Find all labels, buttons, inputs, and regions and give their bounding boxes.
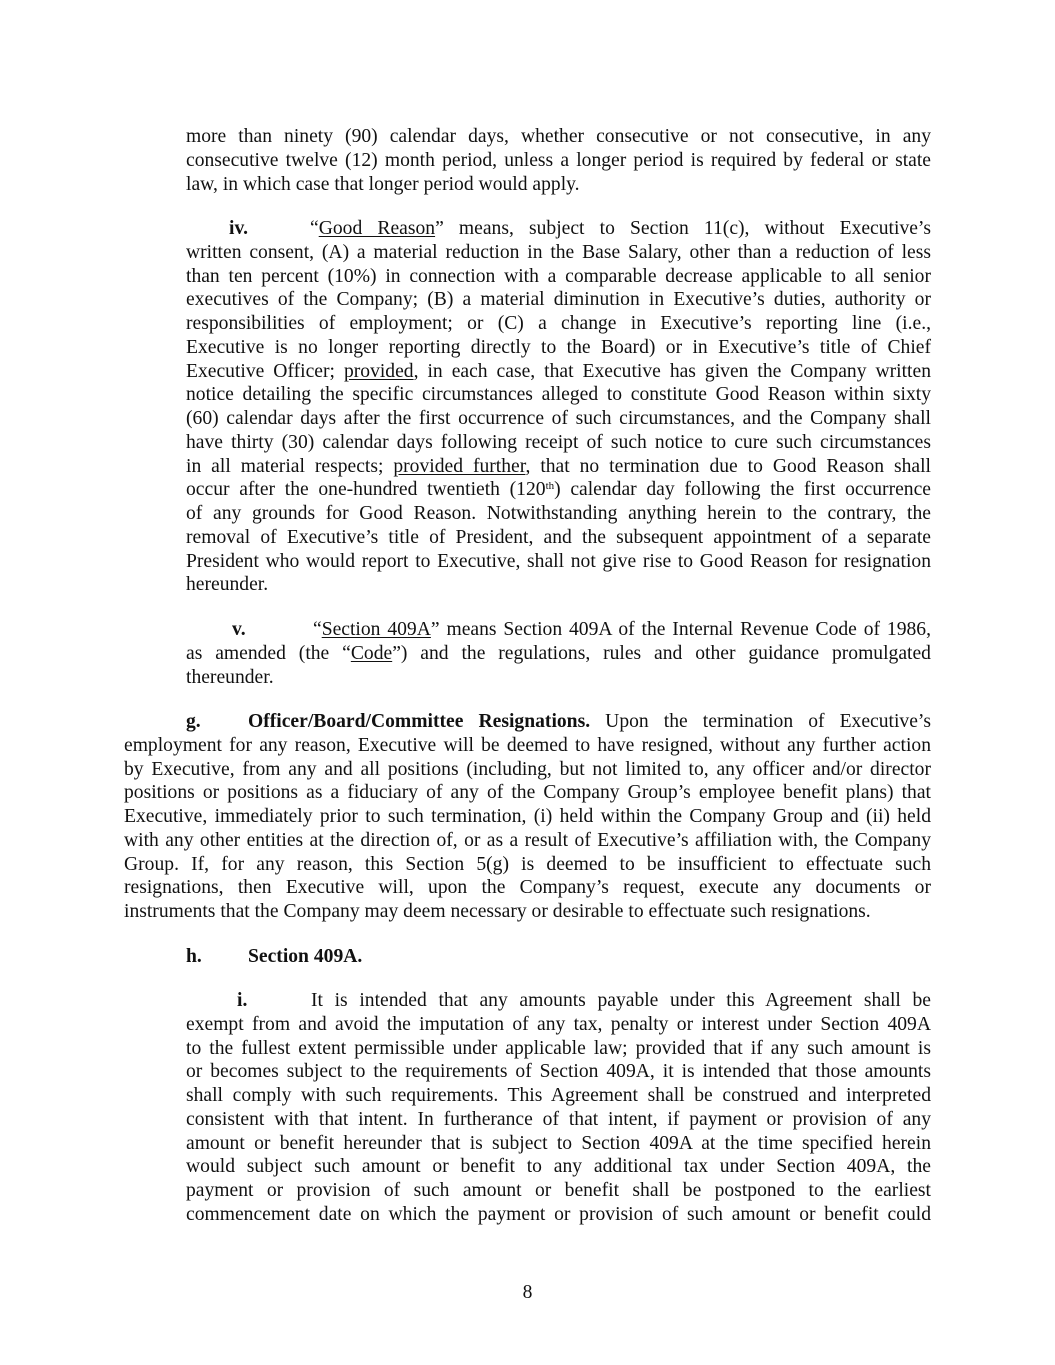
text-run: Executive is no longer reporting directly to the Board) or in Executive’s title of Chief bbox=[186, 336, 931, 358]
line-text bbox=[186, 1179, 931, 1203]
heading-section-409a bbox=[124, 945, 931, 969]
line-text bbox=[124, 781, 931, 805]
text-run: have thirty (30) calendar days following receipt of such notice to cure such circumstances bbox=[186, 431, 931, 453]
paragraph-label: v. bbox=[232, 619, 246, 640]
line-text bbox=[186, 502, 931, 526]
text-line bbox=[186, 241, 931, 265]
defined-term: Code bbox=[350, 642, 393, 664]
text-line bbox=[186, 265, 931, 289]
line-text bbox=[248, 710, 931, 734]
text-line bbox=[186, 455, 931, 479]
text-line bbox=[186, 360, 931, 384]
text-run: or becomes subject to the requirements of Section 409A, it is intended that those amounts bbox=[186, 1061, 931, 1083]
text-line bbox=[186, 550, 931, 574]
section-heading: Officer/Board/Committee Resignations. bbox=[248, 711, 591, 732]
text-run: Group. If, for any reason, this Section 5(g) is deemed to be insufficient to effectuate such bbox=[124, 853, 931, 875]
line-text bbox=[186, 383, 931, 407]
text-line bbox=[186, 1060, 931, 1084]
defined-term: Good Reason bbox=[318, 218, 436, 239]
text-run: written consent, (A) a material reduction in the Base Salary, other than a reduction of less bbox=[186, 241, 931, 263]
line-text bbox=[124, 758, 931, 782]
text-line bbox=[186, 217, 931, 241]
line-text bbox=[186, 241, 931, 265]
text-run: payment or provision of such amount or benefit shall be postponed to the earliest bbox=[186, 1180, 931, 1201]
text-run: than ten percent (10%) in connection with a comparable decrease applicable to all senior bbox=[186, 265, 931, 287]
line-text bbox=[124, 876, 931, 900]
text-run: by Executive, from any and all positions (including, but not limited to, any officer and/or director bbox=[124, 758, 931, 780]
text-run: responsibilities of employment; or (C) a change in Executive’s reporting line (i.e., bbox=[186, 313, 931, 334]
text-run: hereunder. bbox=[186, 574, 269, 596]
text-line bbox=[124, 829, 931, 853]
text-line bbox=[186, 1108, 931, 1132]
line-text bbox=[186, 149, 931, 173]
line-text bbox=[186, 478, 931, 502]
line-text bbox=[124, 829, 931, 853]
text-run: shall comply with such requirements. This Agreement shall be construed and interpreted bbox=[186, 1085, 931, 1106]
text-line bbox=[124, 876, 931, 900]
paragraph-section-409a-definition bbox=[186, 618, 931, 689]
text-line bbox=[186, 407, 931, 431]
text-line bbox=[186, 383, 931, 407]
text-run: President who would report to Executive, shall not give rise to Good Reason for resignation bbox=[186, 550, 931, 572]
text-run: removal of Executive’s title of President, and the subsequent appointment of a separate bbox=[186, 526, 931, 548]
text-run: It is intended that any amounts payable under this Agreement shall be bbox=[311, 990, 931, 1011]
text-line bbox=[186, 1084, 931, 1108]
defined-term: provided further bbox=[393, 455, 526, 477]
line-text bbox=[186, 1132, 931, 1156]
text-line bbox=[186, 573, 931, 597]
line-text bbox=[186, 526, 931, 550]
superscript: th bbox=[545, 480, 555, 493]
line-text bbox=[186, 1108, 931, 1132]
line-text bbox=[186, 573, 931, 597]
line-text bbox=[124, 734, 931, 758]
text-run: Upon the termination of Executive’s bbox=[590, 711, 931, 732]
paragraph-label: h. bbox=[186, 946, 202, 967]
line-text bbox=[186, 312, 931, 336]
text-run: of any grounds for Good Reason. Notwithstanding anything herein to the contrary, the bbox=[186, 503, 931, 524]
line-text bbox=[186, 1060, 931, 1084]
text-line bbox=[186, 478, 931, 502]
page-number: 8 bbox=[522, 1282, 533, 1303]
text-run: Executive Officer; bbox=[186, 360, 344, 382]
text-run: , in each case, that Executive has given the Company written bbox=[413, 360, 931, 382]
text-line bbox=[186, 149, 931, 173]
line-text bbox=[248, 945, 931, 969]
text-line bbox=[124, 853, 931, 877]
text-line bbox=[186, 502, 931, 526]
text-line bbox=[186, 666, 931, 690]
text-run: ” means, subject to Section 11(c), without Executive’s bbox=[435, 218, 932, 239]
text-run: to the fullest extent permissible under applicable law; provided that if any such amount is bbox=[186, 1037, 931, 1059]
paragraph-resignations bbox=[124, 710, 931, 924]
text-run: law, in which case that longer period would apply. bbox=[186, 173, 580, 195]
text-line bbox=[124, 758, 931, 782]
text-run: consecutive twelve (12) month period, unless a longer period is required by federal or state bbox=[186, 149, 931, 171]
text-line bbox=[186, 526, 931, 550]
text-line bbox=[186, 431, 931, 455]
text-run: ” means Section 409A of the Internal Revenue Code of 1986, bbox=[430, 619, 932, 640]
line-text bbox=[186, 1155, 931, 1179]
line-text bbox=[124, 900, 931, 924]
line-text bbox=[124, 805, 931, 829]
text-run: , that no termination due to Good Reason shall bbox=[525, 455, 931, 477]
text-line bbox=[186, 1203, 931, 1227]
line-text bbox=[310, 217, 931, 241]
text-run: with any other entities at the direction of, or as a result of Executive’s affiliation with, the Company bbox=[124, 829, 931, 851]
text-run: consistent with that intent. In furtherance of that intent, if payment or provision of any bbox=[186, 1108, 931, 1130]
text-line bbox=[186, 288, 931, 312]
paragraph-409a-intent bbox=[186, 989, 931, 1227]
defined-term: Section 409A bbox=[321, 619, 431, 640]
text-run: ) calendar day following the first occurrence bbox=[554, 479, 931, 501]
line-text bbox=[186, 550, 931, 574]
line-text bbox=[186, 455, 931, 479]
text-line bbox=[186, 618, 931, 642]
text-run: (60) calendar days after the first occurrence of such circumstances, and the Company shall bbox=[186, 408, 931, 429]
line-text bbox=[186, 173, 931, 197]
text-line bbox=[186, 1179, 931, 1203]
text-line bbox=[124, 900, 931, 924]
text-line bbox=[186, 1037, 931, 1061]
text-run: ”) and the regulations, rules and other guidance promulgated bbox=[392, 642, 931, 664]
line-text bbox=[186, 1013, 931, 1037]
text-line bbox=[186, 642, 931, 666]
text-run: notice detailing the specific circumstances alleged to constitute Good Reason within sixty bbox=[186, 384, 931, 406]
paragraph-good-reason bbox=[186, 217, 931, 597]
text-line bbox=[186, 1155, 931, 1179]
line-text bbox=[186, 642, 931, 666]
line-text bbox=[186, 407, 931, 431]
line-text bbox=[186, 431, 931, 455]
paragraph-label: i. bbox=[237, 990, 248, 1011]
text-run: thereunder. bbox=[186, 666, 274, 688]
text-run: executives of the Company; (B) a material diminution in Executive’s duties, authority or bbox=[186, 289, 931, 311]
paragraph-label: iv. bbox=[229, 218, 249, 239]
text-run: positions or positions as a fiduciary of any of the Company Group’s employee benefit plans) that bbox=[124, 782, 931, 804]
paragraph-label: g. bbox=[186, 711, 201, 732]
line-text bbox=[186, 1037, 931, 1061]
text-run: occur after the one-hundred twentieth (120 bbox=[186, 479, 546, 501]
paragraph-continued bbox=[186, 125, 931, 196]
text-run: “ bbox=[313, 619, 322, 640]
text-line bbox=[186, 336, 931, 360]
text-run: “ bbox=[310, 218, 319, 239]
text-line bbox=[124, 945, 931, 969]
text-run: in all material respects; bbox=[186, 455, 394, 477]
text-line bbox=[124, 734, 931, 758]
text-run: would subject such amount or benefit to any additional tax under Section 409A, the bbox=[186, 1156, 931, 1178]
text-line bbox=[186, 125, 931, 149]
line-text bbox=[124, 853, 931, 877]
line-text bbox=[186, 1203, 931, 1227]
text-line bbox=[186, 1013, 931, 1037]
line-text bbox=[186, 125, 931, 149]
text-run: exempt from and avoid the imputation of any tax, penalty or interest under Section 409A bbox=[186, 1013, 931, 1035]
line-text bbox=[311, 989, 931, 1013]
section-heading: Section 409A. bbox=[248, 946, 363, 967]
text-line bbox=[124, 805, 931, 829]
text-run: employment for any reason, Executive will be deemed to have resigned, without any further action bbox=[124, 734, 931, 756]
text-line bbox=[124, 710, 931, 734]
text-run: Executive, immediately prior to such termination, (i) held within the Company Group and (ii) held bbox=[124, 806, 931, 827]
line-text bbox=[186, 666, 931, 690]
defined-term: provided bbox=[343, 360, 414, 382]
text-run: instruments that the Company may deem necessary or desirable to effectuate such resignations. bbox=[124, 901, 871, 922]
text-line bbox=[186, 312, 931, 336]
line-text bbox=[313, 618, 931, 642]
text-run: commencement date on which the payment or provision of such amount or benefit could bbox=[186, 1203, 931, 1225]
line-text bbox=[186, 265, 931, 289]
line-text bbox=[186, 360, 931, 384]
text-run: amount or benefit hereunder that is subject to Section 409A at the time specified herein bbox=[186, 1132, 931, 1154]
text-line bbox=[186, 173, 931, 197]
text-line bbox=[124, 781, 931, 805]
line-text bbox=[186, 1084, 931, 1108]
text-line bbox=[186, 989, 931, 1013]
line-text bbox=[186, 288, 931, 312]
line-text bbox=[186, 336, 931, 360]
text-run: as amended (the “ bbox=[186, 642, 351, 664]
text-line bbox=[186, 1132, 931, 1156]
text-run: more than ninety (90) calendar days, whether consecutive or not consecutive, in any bbox=[186, 126, 931, 147]
text-run: resignations, then Executive will, upon the Company’s request, execute any documents or bbox=[124, 877, 931, 899]
